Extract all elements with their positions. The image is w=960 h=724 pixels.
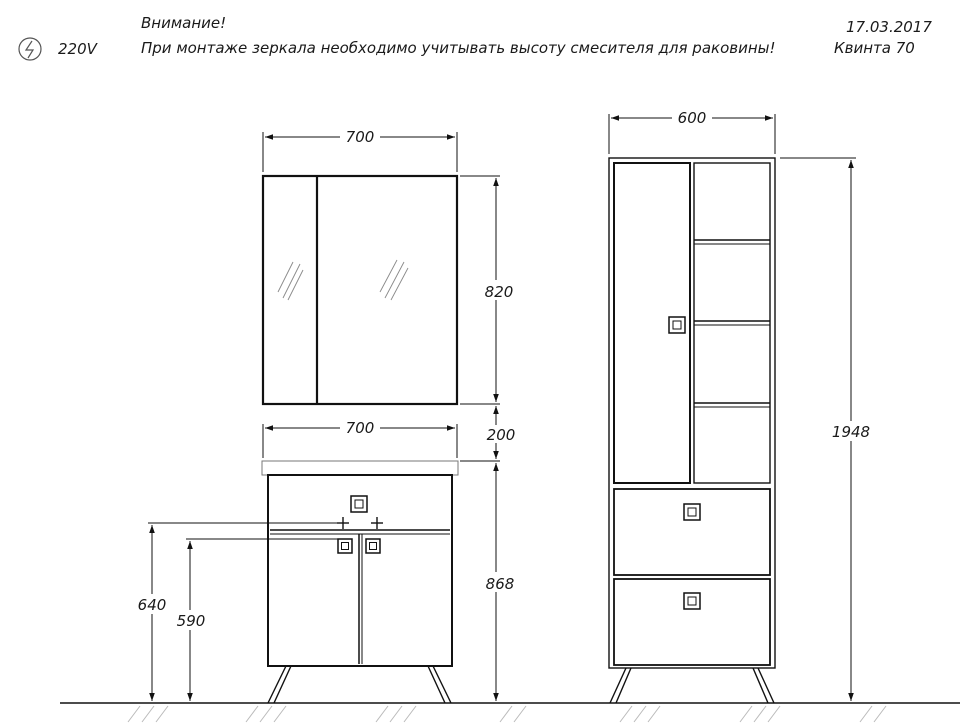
- model-name: Квинта 70: [834, 39, 915, 57]
- mirror-height-label: 820: [484, 283, 514, 301]
- floor-hatching: [128, 706, 886, 722]
- cabinet-handle-icon: [669, 317, 700, 609]
- cabinet-width-label: 600: [677, 109, 707, 127]
- mixer-cross-icon: [337, 517, 383, 529]
- installation-warning: При монтаже зеркала необходимо учитывать высоту смесителя для раковины!: [141, 39, 776, 57]
- attention-title: Внимание!: [141, 14, 227, 32]
- vanity-height-label: 868: [485, 575, 515, 593]
- mirror-cabinet: [263, 176, 457, 404]
- vanity-unit: [262, 461, 458, 703]
- glass-reflection-icon: [278, 260, 408, 300]
- mixer-height-1-label: 640: [137, 596, 167, 614]
- vanity-width-label: 700: [345, 419, 375, 437]
- voltage-label: 220V: [58, 40, 97, 58]
- gap-label: 200: [486, 426, 516, 444]
- tall-cabinet: [609, 158, 775, 703]
- power-icon: [19, 38, 41, 60]
- mixer-height-2-label: 590: [176, 612, 206, 630]
- drawing-date: 17.03.2017: [846, 18, 932, 36]
- cabinet-height-label: 1948: [831, 423, 871, 441]
- mirror-width-label: 700: [345, 128, 375, 146]
